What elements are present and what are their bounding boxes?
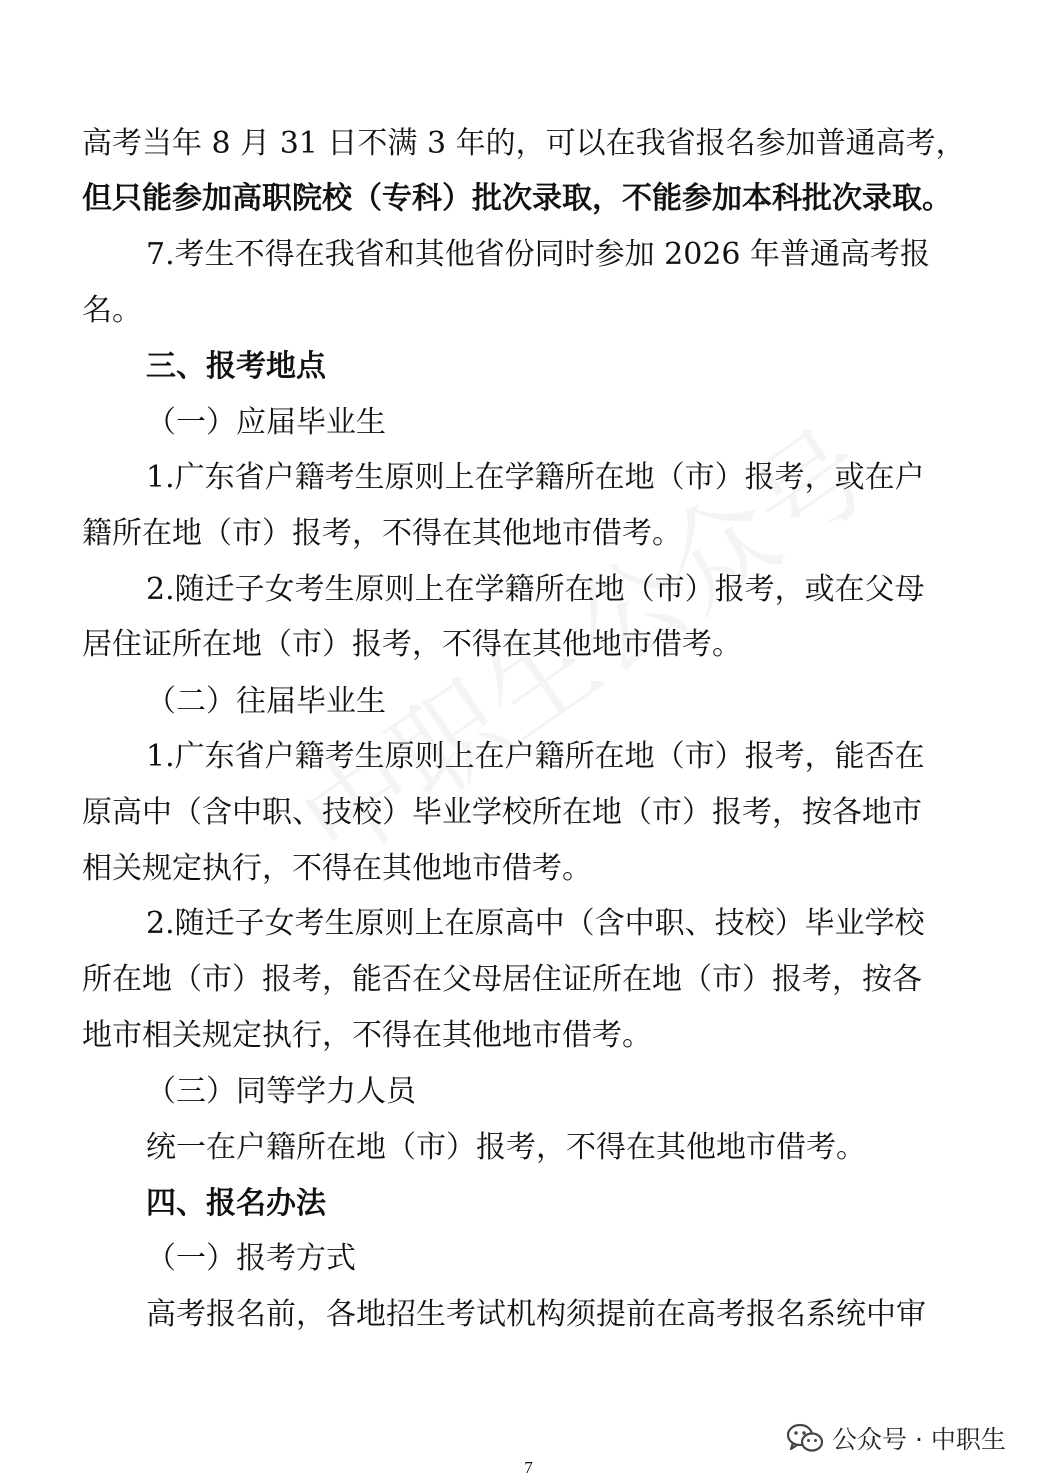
section-heading: 三、报考地点 bbox=[146, 349, 326, 384]
wechat-icon bbox=[786, 1422, 824, 1454]
body-line: 籍所在地（市）报考，不得在其他地市借考。 bbox=[82, 516, 682, 551]
body-line: 居住证所在地（市）报考，不得在其他地市借考。 bbox=[82, 627, 742, 662]
body-line: 高考报名前，各地招生考试机构须提前在高考报名系统中审 bbox=[146, 1297, 926, 1332]
body-line: 所在地（市）报考，能否在父母居住证所在地（市）报考，按各 bbox=[82, 962, 922, 997]
body-line: 7.考生不得在我省和其他省份同时参加 2026 年普通高考报 bbox=[146, 237, 931, 272]
wechat-account-name: 公众号 · 中职生 bbox=[832, 1425, 1006, 1454]
body-line: 2.随迁子女考生原则上在原高中（含中职、技校）毕业学校 bbox=[146, 906, 925, 941]
body-line: 名。 bbox=[82, 293, 142, 328]
body-line: 相关规定执行，不得在其他地市借考。 bbox=[82, 851, 592, 886]
body-line: 2.随迁子女考生原则上在学籍所在地（市）报考，或在父母 bbox=[146, 572, 925, 607]
section-heading: 四、报名办法 bbox=[146, 1186, 326, 1221]
body-line: 高考当年 8 月 31 日不满 3 年的，可以在我省报名参加普通高考， bbox=[82, 126, 966, 161]
subsection-heading: （一）应届毕业生 bbox=[146, 405, 386, 440]
subsection-heading: （三）同等学力人员 bbox=[146, 1074, 416, 1109]
wechat-account-badge bbox=[786, 1418, 1006, 1458]
subsection-heading: （一）报考方式 bbox=[146, 1241, 356, 1276]
body-line: 1.广东省户籍考生原则上在户籍所在地（市）报考，能否在 bbox=[146, 739, 925, 774]
subsection-heading: （二）往届毕业生 bbox=[146, 684, 386, 719]
body-line: 1.广东省户籍考生原则上在学籍所在地（市）报考，或在户 bbox=[146, 460, 925, 495]
body-line: 地市相关规定执行，不得在其他地市借考。 bbox=[82, 1018, 652, 1053]
body-line-bold: 但只能参加高职院校（专科）批次录取，不能参加本科批次录取。 bbox=[82, 181, 952, 216]
page-number: 7 bbox=[524, 1458, 533, 1477]
body-line: 统一在户籍所在地（市）报考，不得在其他地市借考。 bbox=[146, 1130, 866, 1165]
body-line: 原高中（含中职、技校）毕业学校所在地（市）报考，按各地市 bbox=[82, 795, 922, 830]
